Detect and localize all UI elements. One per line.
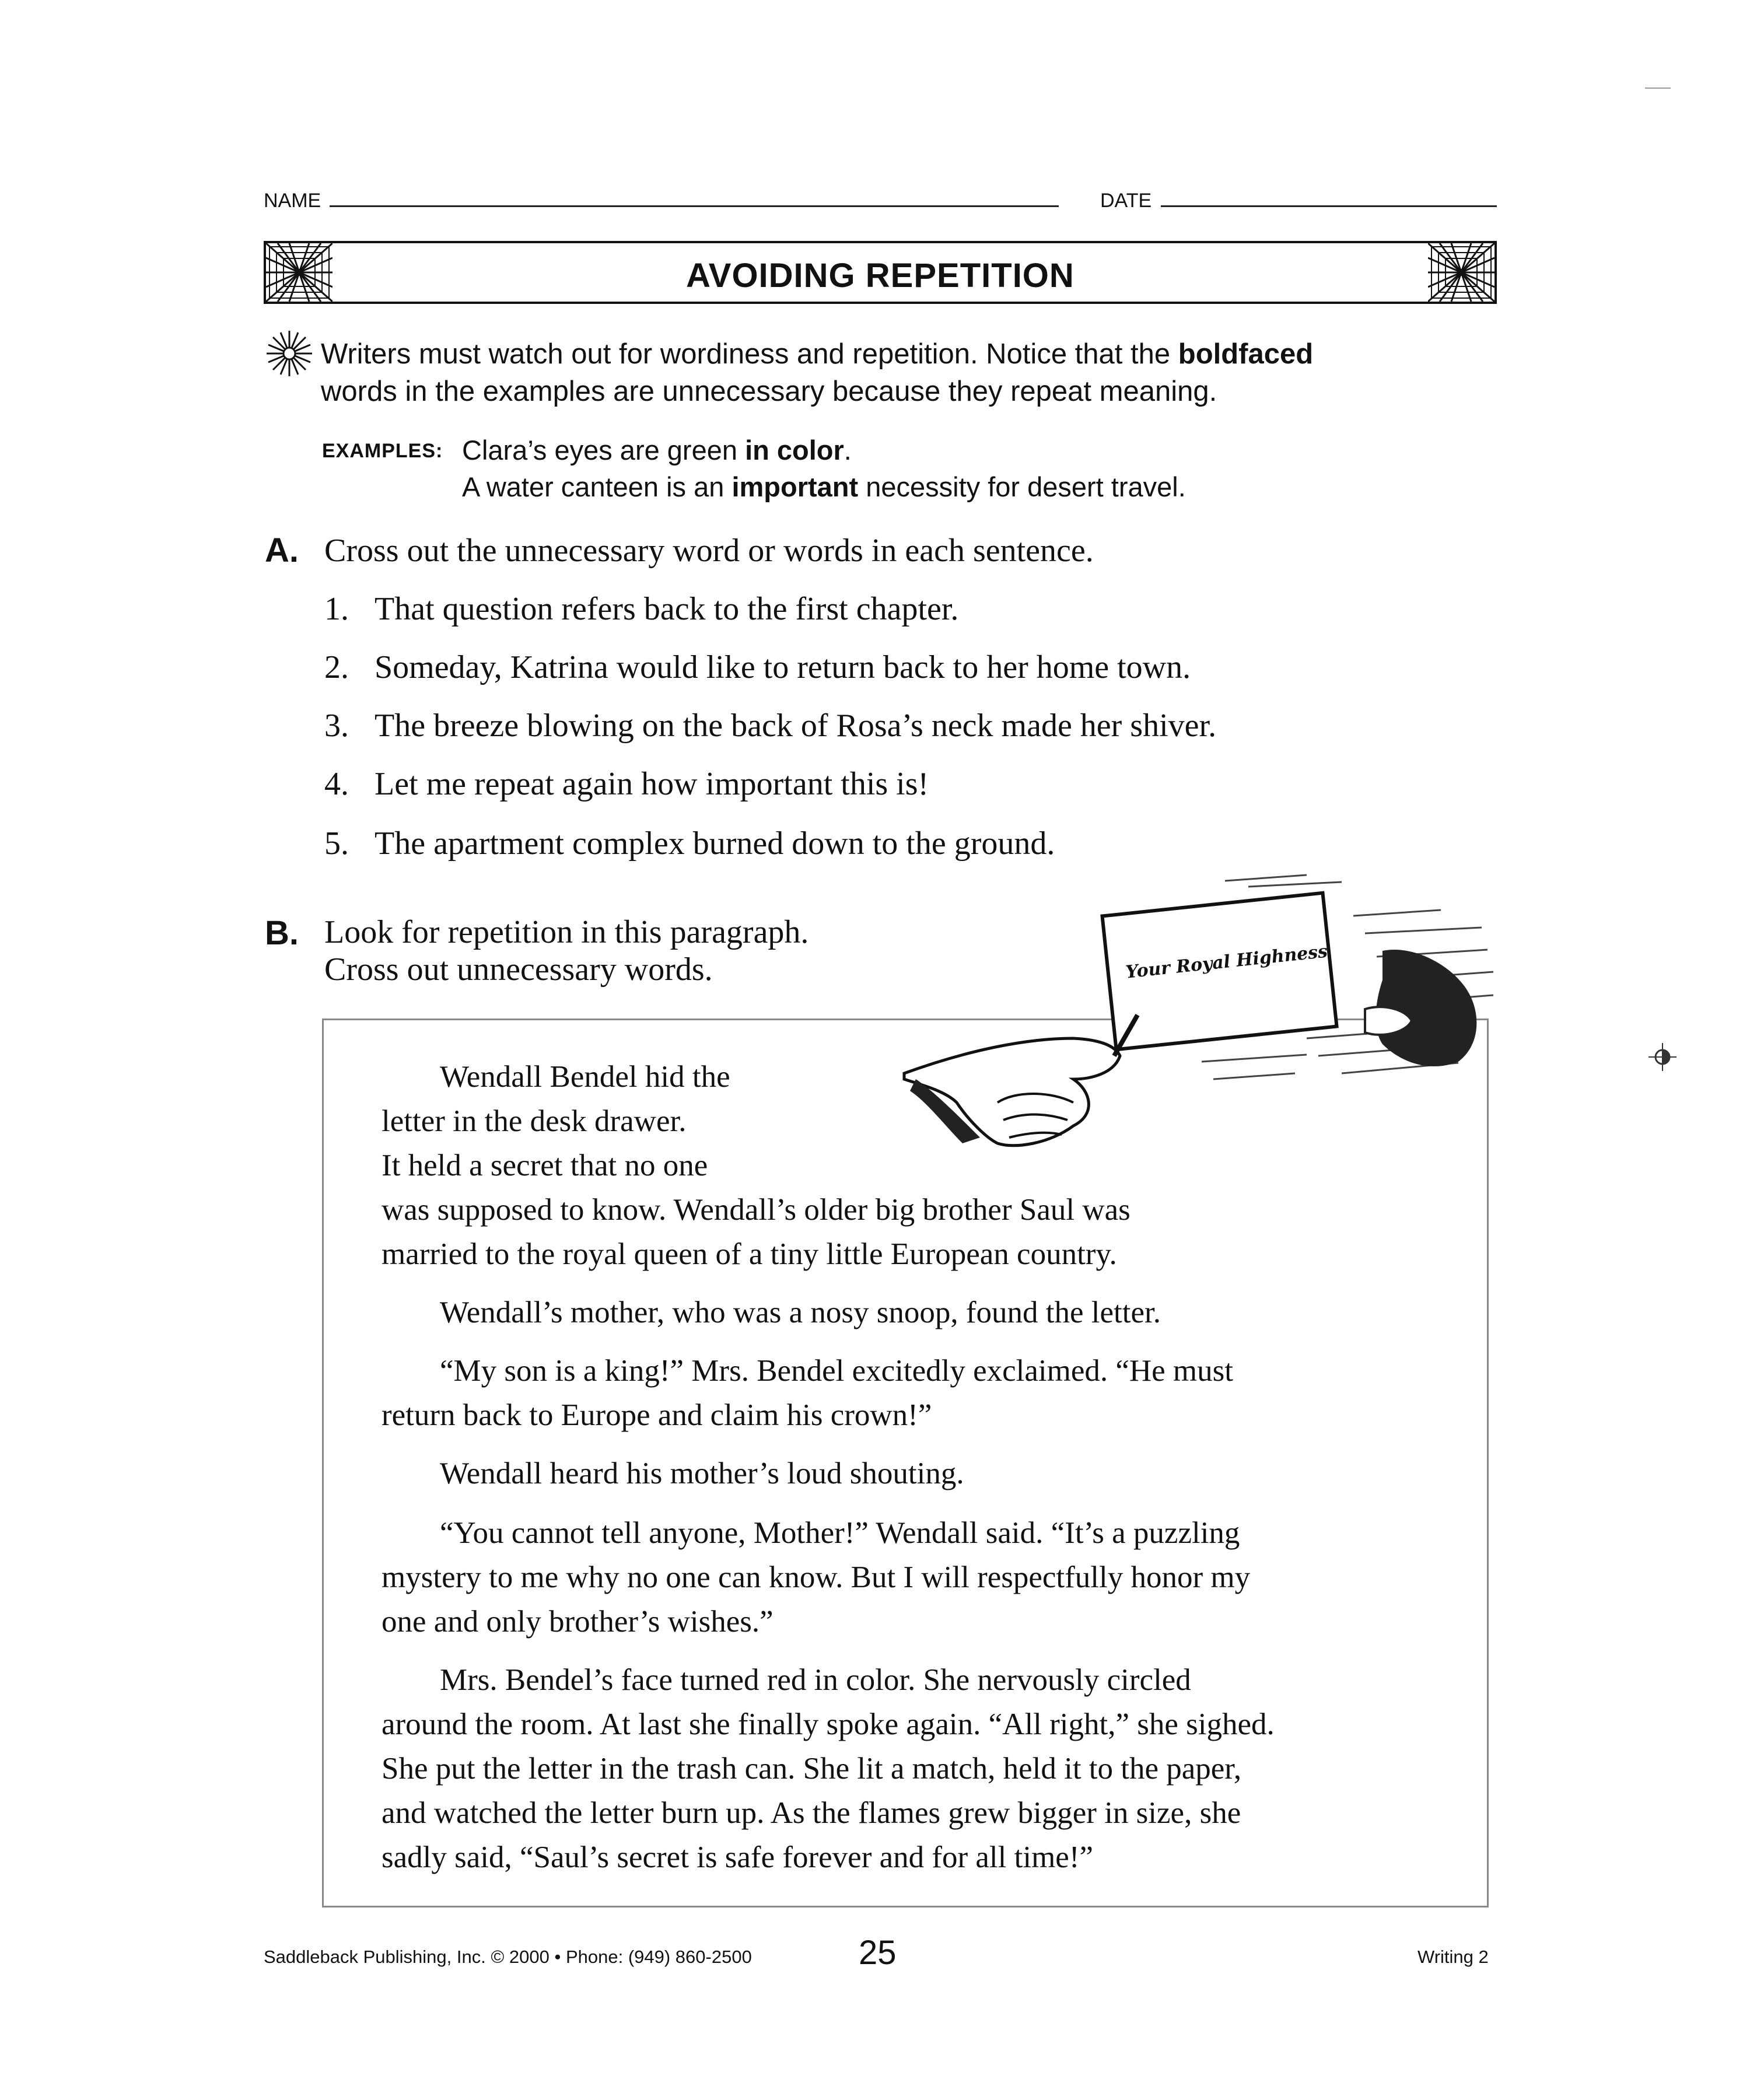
date-field-line[interactable]: [1161, 205, 1497, 207]
passage-line: return back to Europe and claim his crown!”: [382, 1398, 932, 1432]
passage-line: mystery to me why no one can know. But I will respectfully honor my: [382, 1560, 1251, 1594]
list-item[interactable]: [324, 765, 929, 803]
list-item[interactable]: [324, 825, 1055, 862]
passage-paragraph-1: [382, 1055, 1130, 1276]
card-text: Your Royal Highness: [1125, 941, 1329, 983]
passage-line: Mrs. Bendel’s face turned red in color. She nervously circled: [440, 1663, 1191, 1697]
passage-line: Wendall Bendel hid the: [440, 1060, 730, 1094]
passage-line: married to the royal queen of a tiny little European country.: [382, 1237, 1117, 1271]
example-2-bold: important: [732, 471, 859, 502]
passage-paragraph-5: [382, 1511, 1250, 1644]
section-b-letter: B.: [265, 914, 299, 952]
passage-line: and watched the letter burn up. As the flames grew bigger in size, she: [382, 1796, 1241, 1830]
passage-line: around the room. At last she finally spoke again. “All right,” she sighed.: [382, 1707, 1275, 1741]
item-text: Someday, Katrina would like to return back to her home town.: [374, 649, 1191, 685]
intro-bold-word: boldfaced: [1178, 338, 1314, 370]
item-text: The apartment complex burned down to the ground.: [374, 825, 1055, 862]
item-text: That question refers back to the first chapter.: [374, 591, 959, 627]
passage-paragraph-4: [382, 1451, 964, 1496]
crop-mark: [1645, 88, 1671, 89]
section-a-letter: A.: [265, 531, 299, 569]
example-2: [462, 471, 1186, 503]
passage-line: one and only brother’s wishes.”: [382, 1605, 774, 1639]
examples-label: EXAMPLES:: [322, 440, 443, 462]
list-item[interactable]: [324, 707, 1216, 744]
title-bar: [264, 241, 1497, 304]
star-bullet-icon: [265, 330, 313, 377]
intro-text: Writers must watch out for wordiness and repetition. Notice that the: [321, 338, 1178, 370]
item-number: 2.: [324, 649, 349, 685]
passage-line: was supposed to know. Wendall’s older big brother Saul was: [382, 1193, 1130, 1227]
item-number: 3.: [324, 708, 349, 744]
item-number: 5.: [324, 825, 349, 862]
passage-line: It held a secret that no one: [382, 1149, 708, 1182]
section-b-instruction: [324, 914, 808, 988]
intro-paragraph: [321, 335, 1488, 410]
passage-paragraph-3: [382, 1349, 1233, 1437]
passage-line: She put the letter in the trash can. She lit a match, held it to the paper,: [382, 1752, 1242, 1786]
passage-paragraph-2: [382, 1290, 1161, 1335]
example-1-bold: in color: [745, 435, 844, 466]
registration-mark-icon: [1648, 1043, 1676, 1071]
passage-line: sadly said, “Saul’s secret is safe forever and for all time!”: [382, 1840, 1094, 1874]
example-1: [462, 434, 852, 466]
section-b-instruction-line-2: Cross out unnecessary words.: [324, 951, 713, 988]
list-item[interactable]: [324, 649, 1191, 686]
item-number: 1.: [324, 591, 349, 627]
starburst-icon: [1428, 243, 1494, 302]
example-1-end: .: [844, 435, 852, 466]
item-number: 4.: [324, 766, 349, 802]
passage-line: Wendall’s mother, who was a nosy snoop, found the letter.: [440, 1296, 1161, 1329]
list-item[interactable]: [324, 590, 958, 628]
section-a-instruction: Cross out the unnecessary word or words in each sentence.: [324, 533, 1094, 569]
name-label: NAME: [264, 190, 321, 212]
passage-line: “My son is a king!” Mrs. Bendel excitedly exclaimed. “He must: [440, 1354, 1233, 1388]
publisher-credit: Saddleback Publishing, Inc. © 2000 • Phone: (949) 860-2500: [264, 1947, 752, 1967]
item-text: Let me repeat again how important this is!: [374, 766, 929, 802]
date-label: DATE: [1100, 190, 1152, 212]
example-2-end: necessity for desert travel.: [858, 471, 1186, 502]
example-1-text: Clara’s eyes are green: [462, 435, 746, 466]
passage-paragraph-6: [382, 1658, 1275, 1880]
example-2-text: A water canteen is an: [462, 471, 732, 502]
intro-text-cont: words in the examples are unnecessary because they repeat meaning.: [321, 376, 1217, 407]
passage-line: Wendall heard his mother’s loud shouting.: [440, 1457, 964, 1490]
page-number: 25: [859, 1934, 897, 1972]
section-b-instruction-line-1: Look for repetition in this paragraph.: [324, 914, 809, 950]
passage-line: letter in the desk drawer.: [382, 1104, 687, 1138]
name-field-line[interactable]: [330, 205, 1059, 207]
series-label: Writing 2: [1418, 1947, 1489, 1967]
page-title: AVOIDING REPETITION: [686, 257, 1074, 295]
item-text: The breeze blowing on the back of Rosa’s neck made her shiver.: [374, 708, 1217, 744]
passage-line: “You cannot tell anyone, Mother!” Wendall said. “It’s a puzzling: [440, 1516, 1240, 1550]
